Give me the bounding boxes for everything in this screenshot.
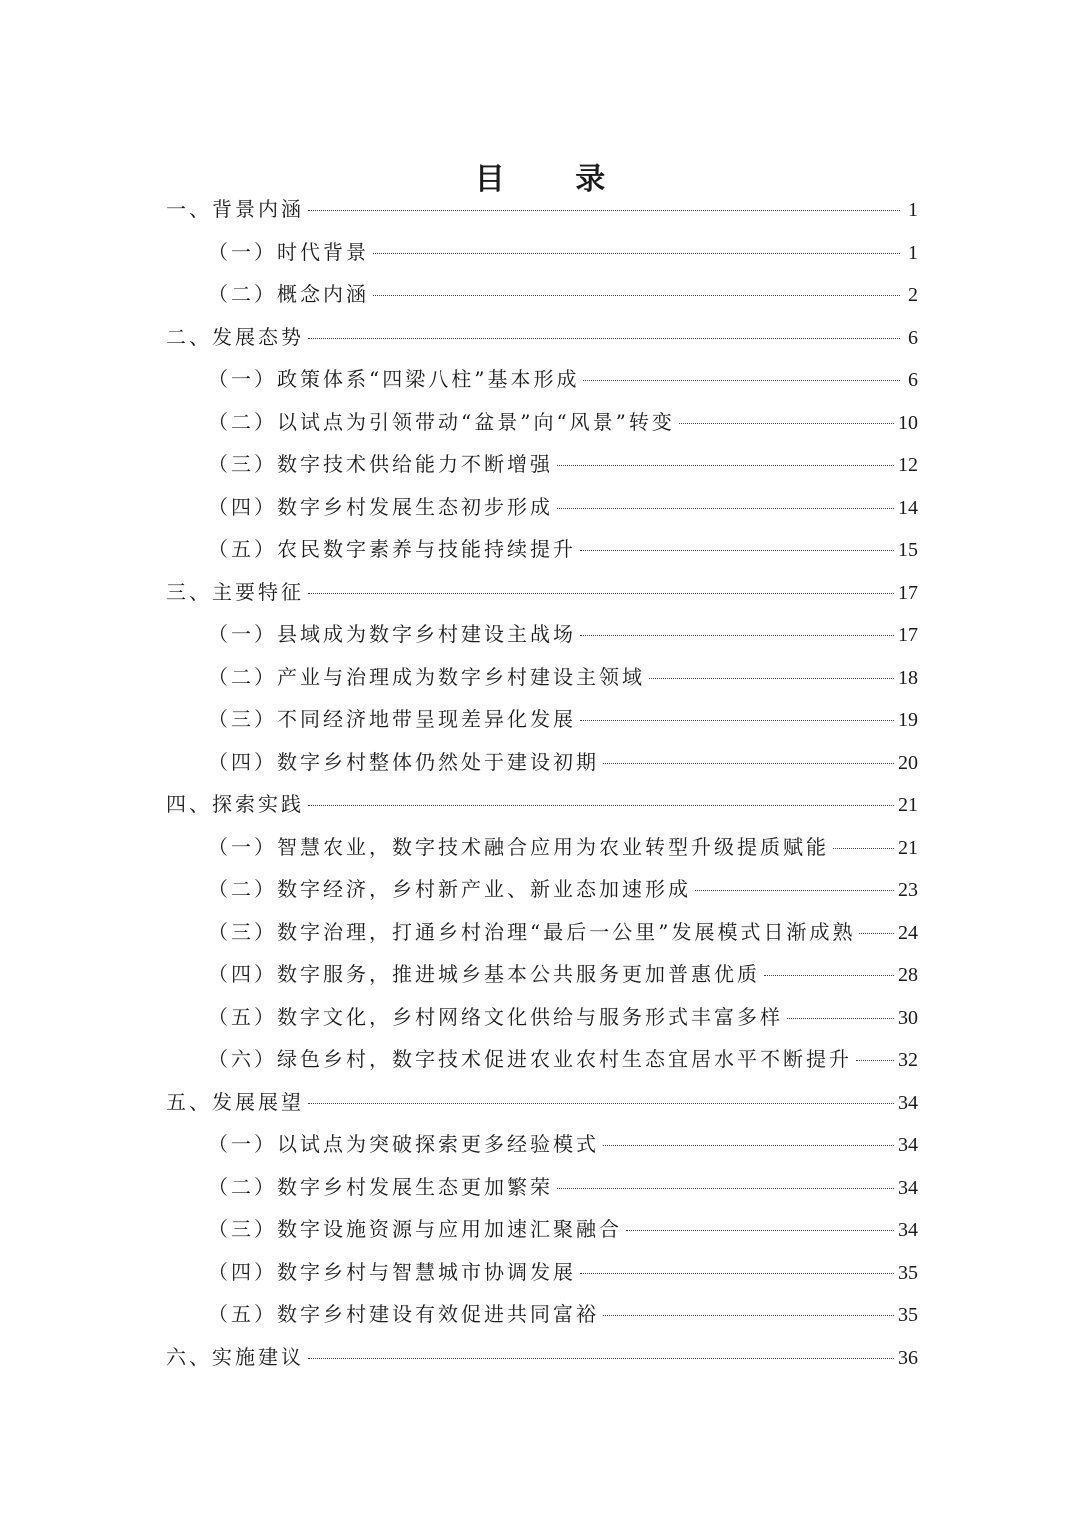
toc-page-number: 20 — [898, 751, 918, 774]
toc-entry-label: （一）智慧农业，数字技术融合应用为农业转型升级提质赋能 — [208, 834, 829, 859]
toc-entry-label: （五）数字文化，乡村网络文化供给与服务形式丰富多样 — [208, 1004, 783, 1029]
toc-subsection-entry[interactable] — [166, 613, 918, 656]
toc-entry-label: （三）数字治理，打通乡村治理“最后一公里”发展模式日渐成熟 — [208, 919, 856, 944]
toc-subsection-entry[interactable] — [166, 1293, 918, 1336]
toc-subsection-entry[interactable] — [166, 1038, 918, 1081]
toc-page-number: 2 — [908, 284, 918, 306]
toc-dot-leader — [557, 507, 894, 509]
toc-entry-label: 三、主要特征 — [166, 579, 304, 604]
toc-page-number: 35 — [898, 1261, 918, 1284]
toc-subsection-entry[interactable] — [166, 273, 918, 316]
toc-entry-label: （二）产业与治理成为数字乡村建设主领域 — [208, 664, 645, 689]
toc-dot-leader — [308, 337, 900, 339]
toc-dot-leader — [833, 847, 894, 849]
toc-page-number: 28 — [898, 964, 918, 986]
toc-entry-label: （二）数字经济，乡村新产业、新业态加速形成 — [208, 877, 691, 901]
toc-entry-label: （六）绿色乡村，数字技术促进农业农村生态宜居水平不断提升 — [208, 1047, 852, 1071]
toc-subsection-entry[interactable] — [166, 1123, 918, 1166]
toc-page-number: 24 — [898, 921, 918, 944]
toc-dot-leader — [373, 294, 900, 296]
toc-section-entry[interactable] — [166, 783, 918, 826]
toc-subsection-entry[interactable] — [166, 868, 918, 911]
toc-page-number: 34 — [898, 1176, 918, 1199]
toc-subsection-entry[interactable] — [166, 656, 918, 699]
toc-entry-label: （二）以试点为引领带动“盆景”向“风景”转变 — [208, 409, 675, 434]
toc-entry-label: （一）以试点为突破探索更多经验模式 — [208, 1132, 599, 1156]
toc-dot-leader — [603, 1314, 894, 1316]
toc-subsection-entry[interactable] — [166, 486, 918, 529]
toc-entry-label: （五）农民数字素养与技能持续提升 — [208, 537, 576, 561]
toc-page-number: 34 — [898, 1134, 918, 1156]
toc-page-number: 36 — [898, 1346, 918, 1369]
toc-page-number: 15 — [898, 539, 918, 561]
toc-entry-label: （一）县域成为数字乡村建设主战场 — [208, 622, 576, 646]
toc-subsection-entry[interactable] — [166, 1251, 918, 1294]
toc-subsection-entry[interactable] — [166, 996, 918, 1039]
toc-entry-label: 四、探索实践 — [166, 792, 304, 816]
toc-page-number: 34 — [898, 1219, 918, 1241]
toc-dot-leader — [580, 634, 894, 636]
toc-section-entry[interactable] — [166, 188, 918, 231]
toc-entry-label: （三）数字设施资源与应用加速汇聚融合 — [208, 1217, 622, 1241]
toc-section-entry[interactable] — [166, 571, 918, 614]
toc-subsection-entry[interactable] — [166, 1208, 918, 1251]
toc-page-number: 1 — [908, 241, 918, 264]
toc-entry-label: 一、背景内涵 — [166, 197, 304, 221]
toc-dot-leader — [859, 932, 894, 934]
toc-dot-leader — [626, 1229, 894, 1231]
toc-dot-leader — [580, 549, 894, 551]
toc-page-number: 35 — [898, 1304, 918, 1326]
toc-dot-leader — [308, 592, 894, 594]
toc-entry-label: 六、实施建议 — [166, 1344, 304, 1369]
toc-page-number: 32 — [898, 1049, 918, 1071]
toc-page-number: 21 — [898, 836, 918, 859]
toc-dot-leader — [764, 974, 894, 976]
toc-section-entry[interactable] — [166, 1081, 918, 1124]
toc-dot-leader — [580, 1272, 894, 1274]
toc-entry-label: （二）概念内涵 — [208, 282, 369, 306]
toc-page-number: 17 — [898, 581, 918, 604]
toc-dot-leader — [649, 677, 894, 679]
toc-subsection-entry[interactable] — [166, 443, 918, 486]
toc-dot-leader — [603, 762, 894, 764]
toc-entry-label: （三）不同经济地带呈现差异化发展 — [208, 707, 576, 731]
toc-entry-label: （三）数字技术供给能力不断增强 — [208, 452, 553, 476]
toc-dot-leader — [856, 1059, 894, 1061]
toc-section-entry[interactable] — [166, 316, 918, 359]
toc-entry-label: 五、发展展望 — [166, 1089, 304, 1114]
toc-page-number: 6 — [908, 326, 918, 349]
toc-subsection-entry[interactable] — [166, 698, 918, 741]
toc-page-number: 1 — [908, 199, 918, 221]
toc-page-number: 21 — [898, 794, 918, 816]
toc-entry-label: 二、发展态势 — [166, 324, 304, 349]
toc-page-number: 14 — [898, 496, 918, 519]
toc-entry-label: （一）政策体系“四梁八柱”基本形成 — [208, 367, 580, 391]
toc-subsection-entry[interactable] — [166, 358, 918, 401]
toc-dot-leader — [308, 1357, 894, 1359]
toc-dot-leader — [308, 209, 900, 211]
toc-entry-label: （四）数字乡村整体仍然处于建设初期 — [208, 749, 599, 774]
toc-dot-leader — [787, 1017, 894, 1019]
toc-section-entry[interactable] — [166, 1336, 918, 1379]
toc-dot-leader — [679, 422, 894, 424]
toc-page-number: 17 — [898, 624, 918, 646]
toc-entry-label: （一）时代背景 — [208, 239, 369, 264]
toc-dot-leader — [580, 719, 894, 721]
toc-dot-leader — [308, 804, 894, 806]
toc-page-number: 19 — [898, 709, 918, 731]
page-title: 目 录 — [474, 162, 636, 198]
toc-dot-leader — [373, 252, 900, 254]
toc-dot-leader — [603, 1144, 894, 1146]
toc-dot-leader — [557, 1187, 894, 1189]
toc-entry-label: （四）数字乡村与智慧城市协调发展 — [208, 1259, 576, 1284]
toc-subsection-entry[interactable] — [166, 911, 918, 954]
toc-subsection-entry[interactable] — [166, 826, 918, 869]
toc-page-number: 23 — [898, 879, 918, 901]
toc-page-number: 12 — [898, 454, 918, 476]
toc-entry-label: （二）数字乡村发展生态更加繁荣 — [208, 1174, 553, 1199]
toc-subsection-entry[interactable] — [166, 741, 918, 784]
toc-page-number: 6 — [908, 369, 918, 391]
toc-page-number: 34 — [898, 1091, 918, 1114]
toc-entry-label: （五）数字乡村建设有效促进共同富裕 — [208, 1302, 599, 1326]
toc-dot-leader — [308, 1102, 894, 1104]
toc-dot-leader — [583, 379, 900, 381]
toc-subsection-entry[interactable] — [166, 1166, 918, 1209]
toc-dot-leader — [557, 464, 894, 466]
toc-subsection-entry[interactable] — [166, 401, 918, 444]
toc-entry-label: （四）数字乡村发展生态初步形成 — [208, 494, 553, 519]
table-of-contents — [166, 188, 918, 1378]
toc-subsection-entry[interactable] — [166, 953, 918, 996]
toc-dot-leader — [695, 889, 894, 891]
toc-page-number: 18 — [898, 666, 918, 689]
toc-page-number: 10 — [898, 411, 918, 434]
toc-entry-label: （四）数字服务，推进城乡基本公共服务更加普惠优质 — [208, 962, 760, 986]
toc-page-number: 30 — [898, 1006, 918, 1029]
toc-subsection-entry[interactable] — [166, 231, 918, 274]
toc-subsection-entry[interactable] — [166, 528, 918, 571]
